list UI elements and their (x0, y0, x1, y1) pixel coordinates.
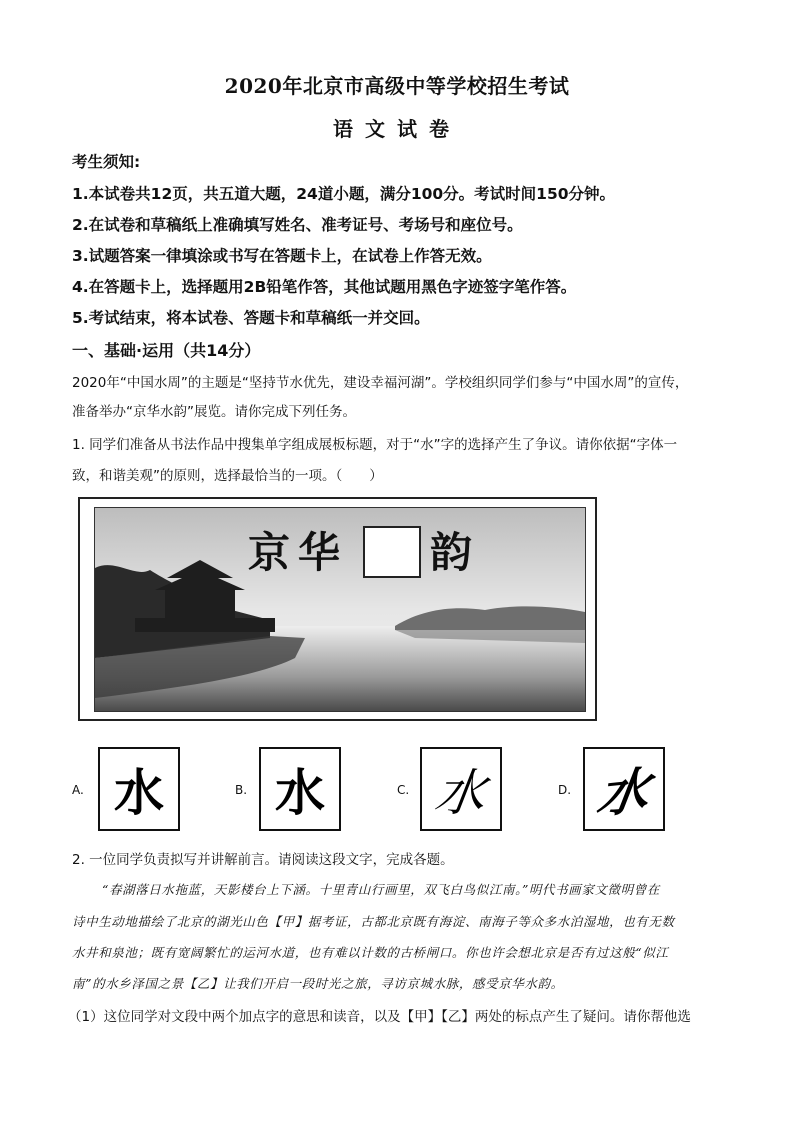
option-d-box[interactable] (583, 747, 665, 831)
notice-item: 5.考试结束，将本试卷、答题卡和草稿纸一并交回。 (72, 309, 430, 327)
option-a-box[interactable] (98, 747, 180, 831)
intro-text: 2020年“中国水周”的主题是“坚持节水优先，建设幸福河湖”。学校组织同学们参与“中国水周”的宣传， (72, 375, 689, 391)
option-b-box[interactable] (259, 747, 341, 831)
option-a-label: A. (72, 783, 84, 797)
option-d-glyph: 水 (593, 760, 654, 825)
exam-title: 2020年北京市高级中等学校招生考试 (224, 74, 570, 98)
banner-char: 韵 (430, 528, 473, 577)
paper-title: 语文试卷 (333, 117, 461, 141)
option-d-label: D. (558, 783, 572, 797)
option-b-label: B. (235, 783, 248, 797)
option-c-label: C. (397, 783, 410, 797)
question-2-text: 2. 一位同学负责拟写并讲解前言。请阅读这段文字，完成各题。 (72, 852, 454, 868)
blank-character-box (363, 526, 421, 578)
banner-title (248, 520, 508, 580)
section-heading: 一、基础·运用（共14分） (72, 341, 261, 360)
question-2-sub1-text: （1）这位同学对文段中两个加点字的意思和读音，以及【甲】【乙】两处的标点产生了疑问。请你帮他选 (68, 1009, 691, 1025)
option-b-glyph: 水 (275, 764, 325, 822)
notice-item: 1.本试卷共12页，共五道大题，24道小题，满分100分。考试时间150分钟。 (72, 185, 616, 203)
option-c-glyph: 水 (431, 764, 490, 822)
notice-item: 4.在答题卡上，选择题用2B铅笔作答，其他试题用黑色字迹签字笔作答。 (72, 278, 577, 296)
passage-line: 水井和泉池；既有宽阔繁忙的运河水道，也有难以计数的古桥闸口。你也许会想北京是否有过这般“似江 (72, 945, 669, 960)
passage-line: 诗中生动地描绘了北京的湖光山色【甲】据考证，古都北京既有海淀、南海子等众多水泊湿地，也有无数 (72, 914, 675, 929)
passage-line: 南”的水乡泽国之景【乙】让我们开启一段时光之旅，寻访京城水脉，感受京华水韵。 (72, 976, 564, 991)
banner-char: 华 (298, 528, 341, 577)
option-a-glyph: 水 (114, 763, 164, 822)
notice-heading: 考生须知: (72, 153, 141, 171)
question-1-text: 致，和谐美观”的原则，选择最恰当的一项。（ ） (72, 468, 383, 484)
passage-line: “春湖落日水拖蓝，天影楼台上下涵。十里青山行画里，双飞白鸟似江南。”明代书画家文徵明曾在 (102, 882, 660, 897)
question-1-text: 1. 同学们准备从书法作品中搜集单字组成展板标题，对于“水”字的选择产生了争议。请你依据“字体一 (72, 437, 678, 453)
banner-char: 京 (248, 528, 291, 577)
option-c-box[interactable] (420, 747, 502, 831)
notice-item: 2.在试卷和草稿纸上准确填写姓名、准考证号、考场号和座位号。 (72, 216, 523, 234)
intro-text: 准备举办“京华水韵”展览。请你完成下列任务。 (72, 404, 356, 420)
notice-item: 3.试题答案一律填涂或书写在答题卡上，在试卷上作答无效。 (72, 247, 492, 265)
